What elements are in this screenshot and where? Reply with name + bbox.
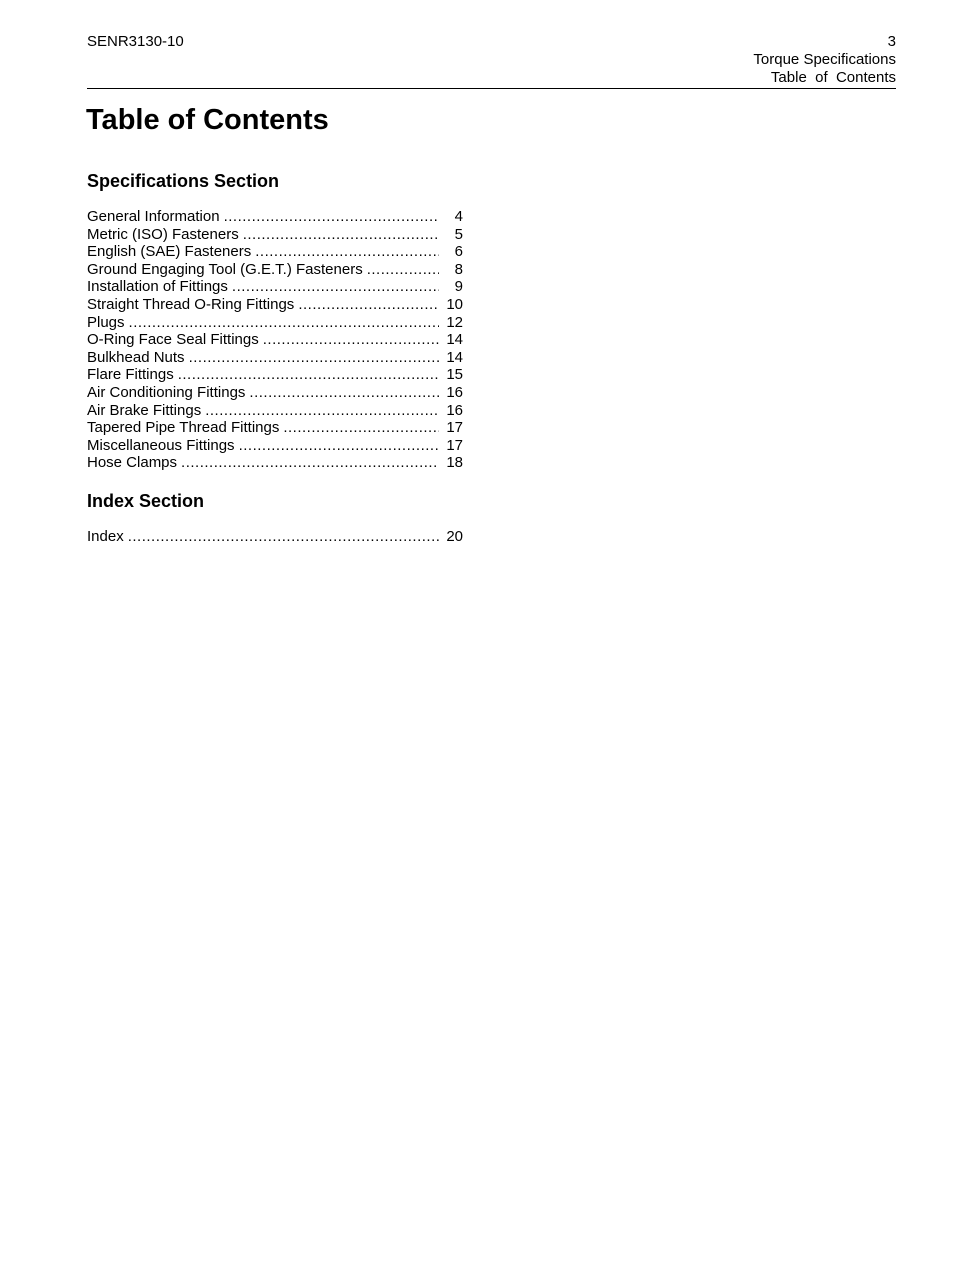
toc-dot-leader	[224, 208, 439, 226]
toc-dot-leader	[189, 349, 439, 367]
toc-entry[interactable]	[87, 278, 463, 296]
toc-dot-leader	[239, 437, 439, 455]
toc-entry-page-number[interactable]: 17	[446, 419, 463, 437]
toc-dot-leader	[298, 296, 439, 314]
toc-dot-leader	[283, 419, 439, 437]
toc-entry-page-number[interactable]: 20	[446, 528, 463, 545]
running-section-title: Table of Contents	[770, 69, 896, 86]
toc-dot-leader	[232, 278, 439, 296]
toc-entry-label[interactable]: Installation of Fittings	[87, 278, 228, 296]
toc-entry-label[interactable]: Index	[87, 528, 124, 545]
toc-entry[interactable]	[87, 419, 463, 437]
specifications-toc-list	[87, 208, 463, 472]
toc-entry-page-number[interactable]: 16	[446, 401, 463, 419]
document-id: SENR3130-10	[87, 33, 184, 50]
toc-dot-leader	[128, 528, 439, 546]
toc-entry-label[interactable]: Straight Thread O-Ring Fittings	[87, 295, 295, 313]
toc-dot-leader	[255, 243, 439, 261]
toc-entry[interactable]	[87, 314, 463, 332]
toc-entry-page-number[interactable]: 18	[446, 454, 463, 472]
toc-entry-page-number[interactable]: 5	[454, 225, 463, 243]
header-right-block	[753, 33, 896, 87]
toc-dot-leader	[263, 331, 439, 349]
toc-entry-page-number[interactable]: 8	[454, 260, 463, 278]
toc-entry-page-number[interactable]: 16	[446, 383, 463, 401]
toc-entry[interactable]	[87, 208, 463, 226]
toc-dot-leader	[249, 384, 439, 402]
toc-entry[interactable]	[87, 454, 463, 472]
toc-dot-leader	[178, 366, 439, 384]
toc-entry[interactable]	[87, 331, 463, 349]
toc-entry-page-number[interactable]: 6	[454, 243, 463, 261]
page-header	[87, 33, 896, 89]
toc-entry-page-number[interactable]: 12	[446, 313, 463, 331]
toc-entry-label[interactable]: Tapered Pipe Thread Fittings	[87, 419, 280, 437]
toc-entry-page-number[interactable]: 14	[446, 348, 463, 366]
toc-entry-page-number[interactable]: 4	[454, 208, 463, 225]
toc-dot-leader	[243, 226, 439, 244]
toc-entry-page-number[interactable]: 15	[446, 366, 463, 384]
toc-dot-leader	[181, 454, 439, 472]
specifications-section-heading: Specifications Section	[87, 171, 280, 191]
toc-entry-label[interactable]: Miscellaneous Fittings	[87, 436, 235, 454]
toc-entry[interactable]	[87, 366, 463, 384]
toc-dot-leader	[367, 261, 439, 279]
toc-entry[interactable]	[87, 528, 463, 546]
toc-entry-label[interactable]: Hose Clamps	[87, 454, 178, 472]
toc-entry-page-number[interactable]: 14	[446, 331, 463, 349]
toc-entry-label[interactable]: Air Conditioning Fittings	[87, 383, 246, 401]
toc-entry[interactable]	[87, 243, 463, 261]
toc-entry[interactable]	[87, 226, 463, 244]
toc-entry[interactable]	[87, 261, 463, 279]
index-section-heading: Index Section	[87, 491, 205, 511]
toc-dot-leader	[129, 314, 439, 332]
toc-entry-label[interactable]: Bulkhead Nuts	[87, 348, 185, 366]
toc-entry-label[interactable]: Plugs	[87, 313, 125, 331]
toc-entry-label[interactable]: O-Ring Face Seal Fittings	[87, 331, 259, 349]
toc-entry-label[interactable]: Ground Engaging Tool (G.E.T.) Fasteners	[87, 260, 363, 278]
page-title: Table of Contents	[86, 104, 329, 136]
toc-entry-label[interactable]: Air Brake Fittings	[87, 401, 202, 419]
toc-entry-label[interactable]: English (SAE) Fasteners	[87, 243, 252, 261]
manual-title: Torque Specifications	[753, 51, 896, 68]
page-number: 3	[887, 33, 896, 50]
toc-entry-label[interactable]: Flare Fittings	[87, 366, 174, 384]
toc-entry[interactable]	[87, 296, 463, 314]
toc-dot-leader	[205, 402, 439, 420]
toc-entry[interactable]	[87, 402, 463, 420]
index-toc-list	[87, 528, 463, 546]
toc-entry-label[interactable]: General Information	[87, 208, 220, 225]
toc-entry[interactable]	[87, 384, 463, 402]
toc-entry-page-number[interactable]: 10	[446, 295, 463, 313]
toc-entry[interactable]	[87, 437, 463, 455]
toc-entry[interactable]	[87, 349, 463, 367]
toc-entry-page-number[interactable]: 17	[446, 436, 463, 454]
toc-entry-page-number[interactable]: 9	[454, 278, 463, 296]
toc-entry-label[interactable]: Metric (ISO) Fasteners	[87, 225, 239, 243]
